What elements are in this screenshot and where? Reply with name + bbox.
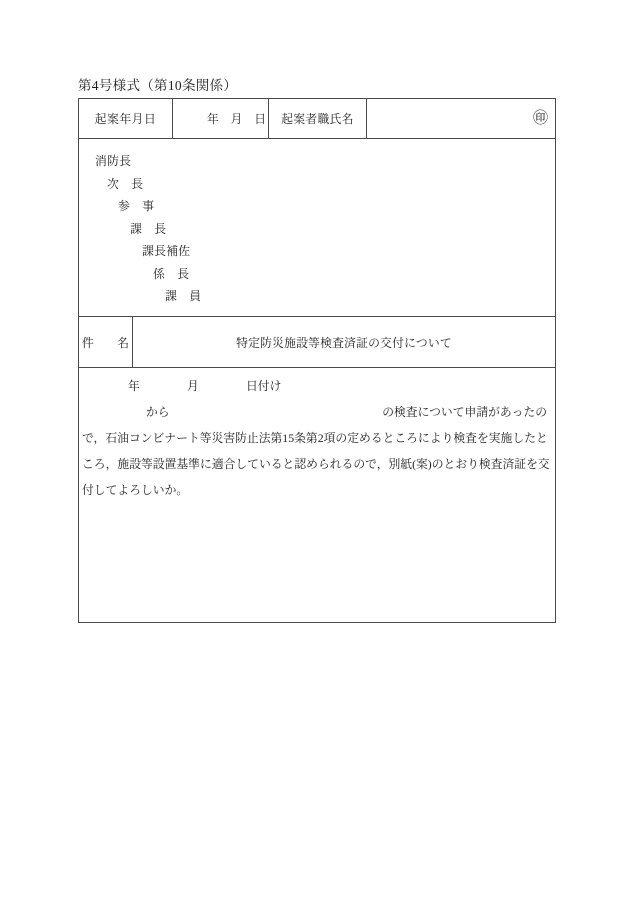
approval-post-counselor: 参 事: [118, 199, 155, 213]
subject-value-cell: 特定防災施設等検査済証の交付について: [236, 335, 452, 350]
header-row: [79, 99, 555, 139]
drafter-name-entry-cell: [367, 99, 555, 138]
approval-post-staff-member: 課 員: [165, 289, 202, 303]
draft-approval-form-table: [78, 98, 556, 623]
body-text-cell: [79, 368, 555, 622]
draft-date-value-cell: 年 月 日: [173, 99, 269, 138]
application-received-phrase: の検査について申請があったの: [382, 405, 547, 419]
seal-mark-icon: ㊞: [532, 110, 548, 126]
from-label: から: [146, 405, 170, 419]
drafter-name-label-cell: 起案者職氏名: [269, 99, 367, 138]
subject-row: [79, 317, 555, 368]
body-text-line-2: ころ，施設等設置基準に適合していると認められるので，別紙(案)のとおり検査済証を交: [82, 457, 550, 471]
body-from-line: [82, 399, 547, 425]
approval-post-deputy-chief: 次 長: [107, 176, 144, 191]
approval-post-fire-chief: 消防長: [95, 154, 132, 168]
form-number-title: 第4号様式（第10条関係）: [78, 78, 238, 93]
approval-post-assistant-section-chief: 課長補佐: [142, 244, 191, 258]
subject-label-cell: 件 名: [79, 317, 133, 367]
body-date-line: 年 月 日付け: [128, 379, 282, 393]
draft-date-label-cell: 起案年月日: [79, 99, 173, 138]
body-text-line-3: 付してよろしいか。: [82, 483, 189, 497]
approval-routing-cell: [79, 139, 555, 317]
approval-post-section-chief: 課 長: [130, 221, 167, 236]
body-text-line-1: で，石油コンビナート等災害防止法第15条第2項の定めるところにより検査を実施したと: [82, 431, 548, 445]
approval-post-subsection-chief: 係 長: [153, 266, 190, 281]
